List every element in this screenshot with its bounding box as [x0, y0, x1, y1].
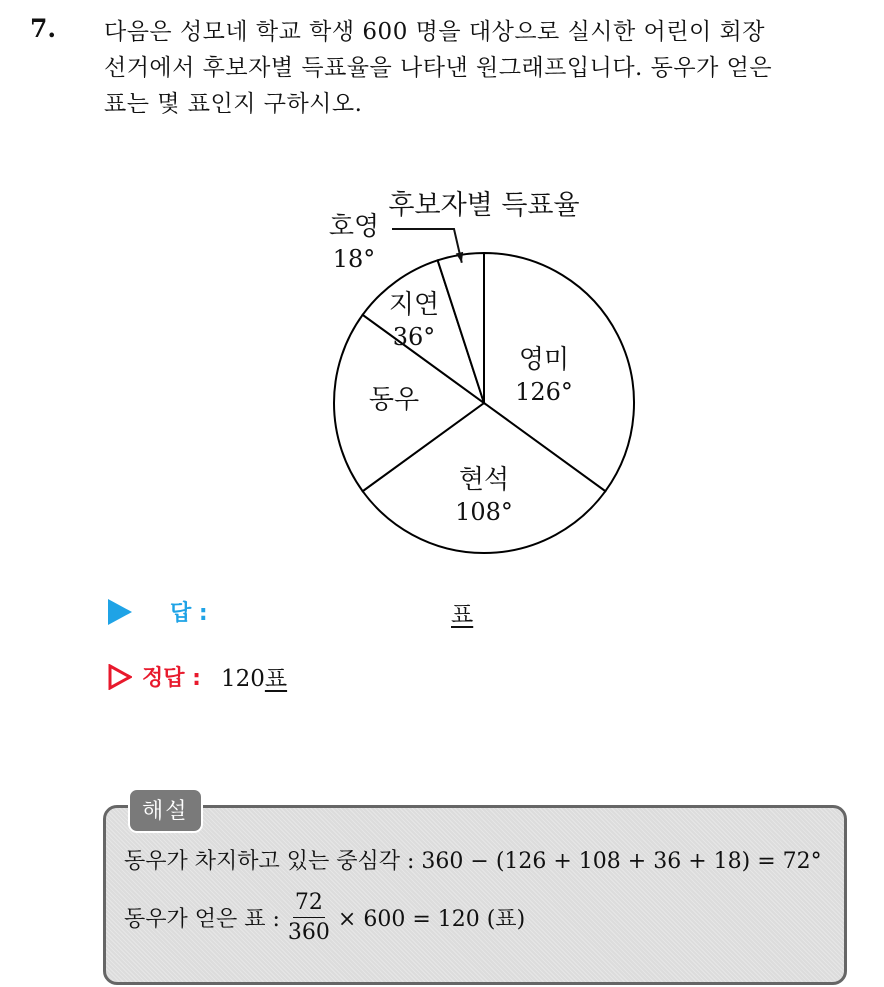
correct-answer-label: 정답 : [142, 666, 201, 691]
correct-answer-row [108, 660, 287, 693]
slice-label: 현석 [458, 465, 510, 495]
fraction-denominator: 360 [287, 920, 330, 945]
fraction [288, 890, 330, 945]
answer-label: 답 : [170, 601, 208, 626]
answer-blank-unit: 표 [451, 602, 474, 628]
slice-value-label: 108° [455, 498, 513, 526]
question-line: 표는 몇 표인지 구하시오. [104, 91, 363, 117]
question-number: 7. [30, 14, 57, 43]
explanation-tag: 해설 [128, 788, 203, 833]
answer-blank-row [108, 596, 208, 627]
slice-value-label: 18° [332, 245, 376, 273]
chart-title: 후보자별 득표율 [388, 190, 580, 221]
explanation-line-1: 동우가 차지하고 있는 중심각 : 360 − (126 + 108 + 36 + 18) = 72° [124, 849, 822, 874]
slice-value-label: 126° [515, 378, 573, 406]
explanation-line-2 [124, 890, 525, 945]
question-text [104, 14, 864, 122]
pie-chart-svg [300, 180, 680, 560]
fraction-numerator: 72 [293, 890, 325, 918]
slice-value-label: 36° [392, 323, 436, 351]
correct-answer-unit: 표 [264, 666, 288, 692]
slice-label: 영미 [518, 345, 570, 375]
hollow-triangle-icon [108, 664, 132, 690]
question-line: 선거에서 후보자별 득표율을 나타낸 원그래프입니다. 동우가 얻은 [104, 55, 773, 81]
pie-chart [300, 180, 680, 560]
explanation-line-2-prefix: 동우가 얻은 표 : [124, 907, 280, 932]
slice-label: 지연 [388, 290, 440, 320]
play-triangle-icon [108, 599, 132, 625]
slice-label: 호영 [328, 212, 380, 242]
correct-answer-value [221, 660, 287, 693]
question-line: 다음은 성모네 학교 학생 600 명을 대상으로 실시한 어린이 회장 [104, 19, 765, 45]
explanation-line-2-suffix: × 600 = 120 (표) [337, 907, 526, 932]
correct-answer-number: 120 [220, 666, 265, 692]
slice-label: 동우 [368, 385, 420, 415]
